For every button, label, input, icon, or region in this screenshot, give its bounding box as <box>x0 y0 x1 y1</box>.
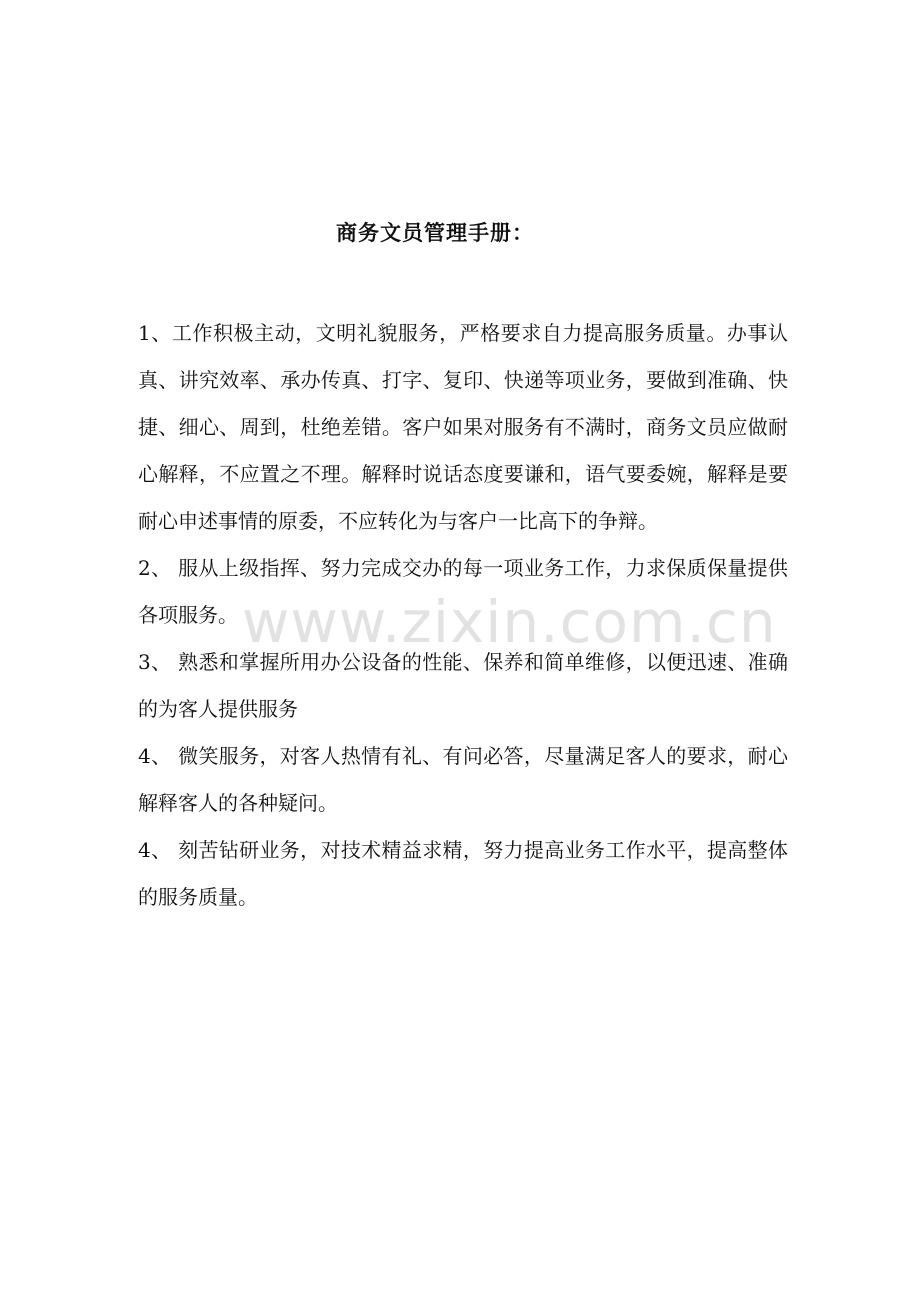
document-title: 商务文员管理手册： <box>336 220 534 245</box>
paragraph-5: 4、 刻苦钻研业务，对技术精益求精，努力提高业务工作水平，提高整体的服务质量。 <box>138 838 788 909</box>
watermark: www.zixin.com.cn <box>242 588 777 656</box>
document-body <box>138 310 788 921</box>
paragraph-4: 4、 微笑服务，对客人热情有礼、有问必答，尽量满足客人的要求，耐心解释客人的各种疑问。 <box>138 744 788 815</box>
paragraph-1: 1、工作积极主动，文明礼貌服务，严格要求自力提高服务质量。办事认真、讲究效率、承办传真、打字、复印、快递等项业务，要做到准确、快捷、细心、周到，杜绝差错。客户如果对服务有不满时，商务文员应做耐心解释，不应置之不理。解释时说话态度要谦和，语气要委婉，解释是要耐心申述事情的原委，不应转化为与客户一比高下的争辩。 <box>138 321 788 533</box>
paragraph-3: 3、 熟悉和掌握所用办公设备的性能、保养和简单维修，以便迅速、准确的为客人提供服务 <box>138 650 788 721</box>
paragraph-2: 2、 服从上级指挥、努力完成交办的每一项业务工作，力求保质保量提供各项服务。 <box>138 556 788 627</box>
